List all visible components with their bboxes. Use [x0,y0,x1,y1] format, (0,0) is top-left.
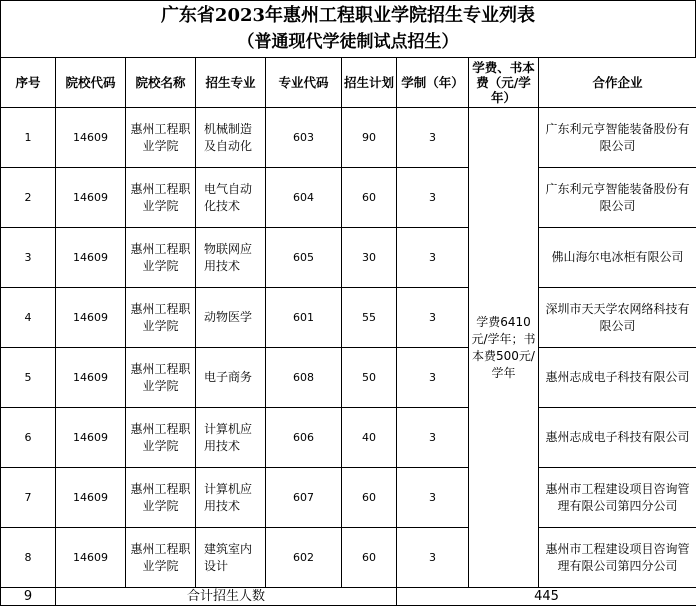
header-plan: 招生计划 [342,58,397,108]
cell-plan: 60 [342,468,397,528]
cell-company: 广东利元亨智能装备股份有限公司 [539,168,696,228]
cell-school-code: 14609 [56,108,126,168]
cell-major: 动物医学 [196,288,266,348]
header-major: 招生专业 [196,58,266,108]
cell-company: 广东利元亨智能装备股份有限公司 [539,108,696,168]
total-label: 合计招生人数 [56,588,397,606]
document-subtitle: （普通现代学徒制试点招生） [1,31,695,53]
cell-major: 计算机应用技术 [196,408,266,468]
cell-major: 电子商务 [196,348,266,408]
cell-company: 惠州志成电子科技有限公司 [539,408,696,468]
cell-years: 3 [397,408,469,468]
cell-major: 建筑室内设计 [196,528,266,588]
cell-plan: 30 [342,228,397,288]
cell-school-name: 惠州工程职业学院 [126,228,196,288]
header-school-code: 院校代码 [56,58,126,108]
cell-plan: 60 [342,168,397,228]
cell-school-code: 14609 [56,168,126,228]
cell-no: 2 [1,168,56,228]
table-row [1,108,696,168]
cell-fee: 学费6410元/学年；书本费500元/学年 [469,108,539,588]
cell-school-code: 14609 [56,288,126,348]
cell-school-code: 14609 [56,468,126,528]
cell-company: 惠州志成电子科技有限公司 [539,348,696,408]
cell-plan: 40 [342,408,397,468]
cell-years: 3 [397,348,469,408]
cell-school-code: 14609 [56,408,126,468]
cell-years: 3 [397,108,469,168]
cell-company: 佛山海尔电冰柜有限公司 [539,228,696,288]
table-row [1,408,696,468]
cell-school-name: 惠州工程职业学院 [126,348,196,408]
cell-plan: 90 [342,108,397,168]
cell-years: 3 [397,528,469,588]
cell-no: 1 [1,108,56,168]
cell-school-name: 惠州工程职业学院 [126,408,196,468]
header-years: 学制（年） [397,58,469,108]
cell-school-name: 惠州工程职业学院 [126,108,196,168]
table-row [1,288,696,348]
table-row [1,468,696,528]
total-row [1,588,696,606]
cell-major-code: 605 [266,228,342,288]
enrollment-table [0,57,696,606]
cell-no: 3 [1,228,56,288]
cell-no: 4 [1,288,56,348]
title-block [0,0,696,57]
header-major-code: 专业代码 [266,58,342,108]
cell-no: 5 [1,348,56,408]
cell-major-code: 602 [266,528,342,588]
table-row [1,528,696,588]
table-row [1,168,696,228]
total-value: 445 [397,588,696,606]
cell-major: 物联网应用技术 [196,228,266,288]
cell-no: 8 [1,528,56,588]
cell-school-code: 14609 [56,528,126,588]
header-school-name: 院校名称 [126,58,196,108]
table-row [1,228,696,288]
cell-years: 3 [397,168,469,228]
cell-plan: 60 [342,528,397,588]
cell-major: 电气自动化技术 [196,168,266,228]
cell-school-name: 惠州工程职业学院 [126,528,196,588]
cell-school-code: 14609 [56,228,126,288]
cell-years: 3 [397,468,469,528]
header-company: 合作企业 [539,58,696,108]
table-header-row [1,58,696,108]
header-fee: 学费、书本费（元/学年） [469,58,539,108]
cell-plan: 55 [342,288,397,348]
cell-major-code: 608 [266,348,342,408]
document-title: 广东省2023年惠州工程职业学院招生专业列表 [1,1,695,27]
cell-major-code: 603 [266,108,342,168]
cell-major-code: 604 [266,168,342,228]
total-row-no: 9 [1,588,56,606]
cell-school-name: 惠州工程职业学院 [126,468,196,528]
cell-major-code: 601 [266,288,342,348]
cell-school-code: 14609 [56,348,126,408]
cell-major-code: 606 [266,408,342,468]
cell-no: 7 [1,468,56,528]
cell-major-code: 607 [266,468,342,528]
cell-major: 机械制造及自动化 [196,108,266,168]
table-row [1,348,696,408]
cell-major: 计算机应用技术 [196,468,266,528]
cell-company: 惠州市工程建设项目咨询管理有限公司第四分公司 [539,528,696,588]
cell-company: 惠州市工程建设项目咨询管理有限公司第四分公司 [539,468,696,528]
cell-years: 3 [397,288,469,348]
cell-plan: 50 [342,348,397,408]
header-no: 序号 [1,58,56,108]
cell-no: 6 [1,408,56,468]
cell-school-name: 惠州工程职业学院 [126,168,196,228]
cell-school-name: 惠州工程职业学院 [126,288,196,348]
cell-years: 3 [397,228,469,288]
cell-company: 深圳市天天学农网络科技有限公司 [539,288,696,348]
